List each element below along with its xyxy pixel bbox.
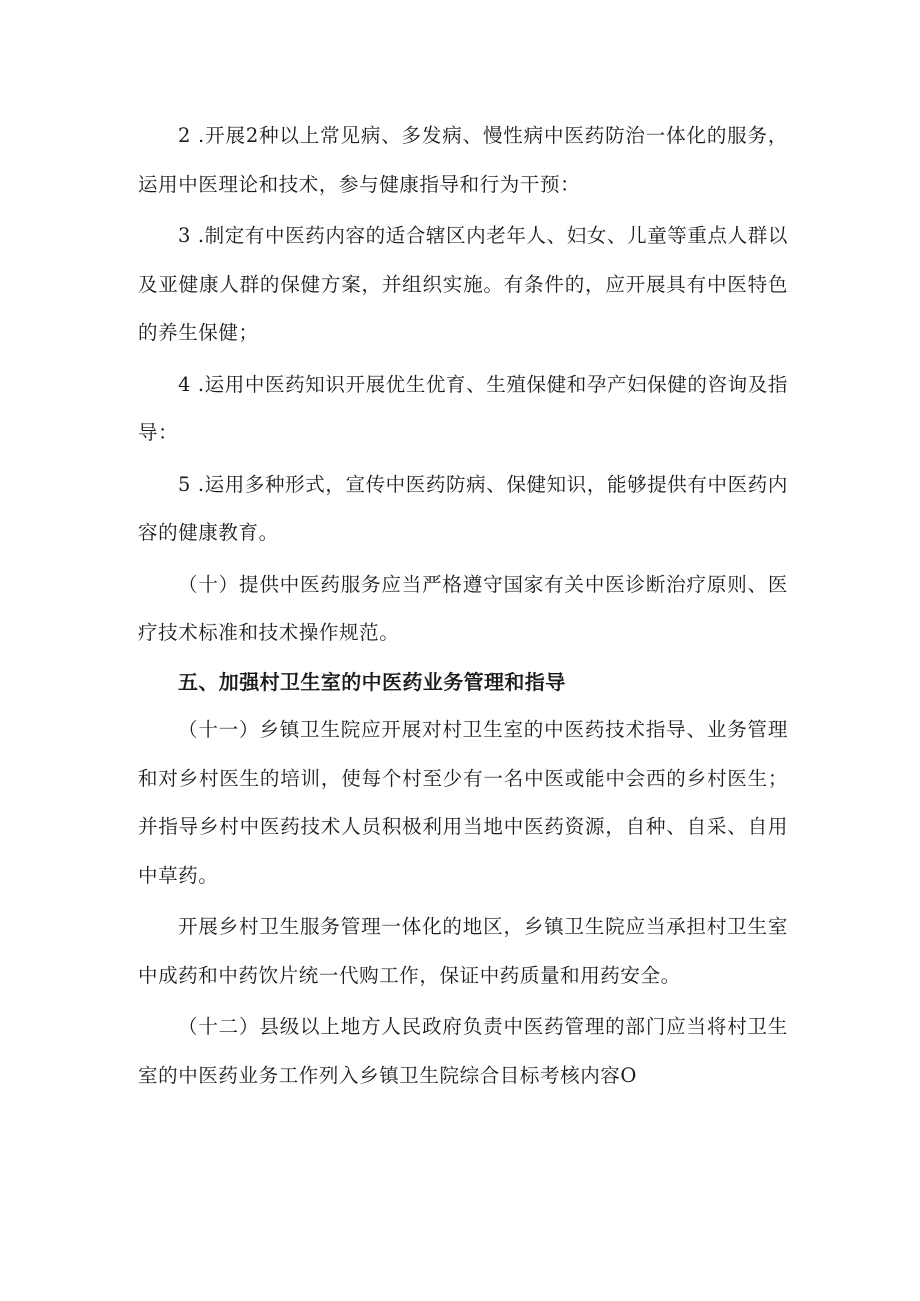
paragraph-section-11: （十一）乡镇卫生院应开展对村卫生室的中医药技术指导、业务管理和对乡村医生的培训，使每个村至少有一名中医或能中会西的乡村医生；并指导乡村中医药技术人员积极利用当地中医药资源，自种、自采、自用中草药。 <box>138 718 788 887</box>
document-body <box>138 112 788 1100</box>
paragraph-section-11-continued: 开展乡村卫生服务管理一体化的地区，乡镇卫生院应当承担村卫生室中成药和中药饮片统一代购工作，保证中药质量和用药安全。 <box>138 915 788 987</box>
paragraph-item-2: 2 .开展2种以上常见病、多发病、慢性病中医药防治一体化的服务，运用中医理论和技术，参与健康指导和行为干预： <box>138 124 788 196</box>
paragraph-item-3: 3 .制定有中医药内容的适合辖区内老年人、妇女、儿童等重点人群以及亚健康人群的保健方案，并组织实施。有条件的，应开展具有中医特色的养生保健； <box>138 224 788 344</box>
section-heading-5: 五、加强村卫生室的中医药业务管理和指导 <box>178 669 566 694</box>
paragraph-section-10: （十）提供中医药服务应当严格遵守国家有关中医诊断治疗原则、医疗技术标准和技术操作规范。 <box>138 572 788 644</box>
paragraph-item-4: 4 .运用中医药知识开展优生优育、生殖保健和孕产妇保健的咨询及指导： <box>138 372 788 444</box>
paragraph-item-5: 5 .运用多种形式，宣传中医药防病、保健知识，能够提供有中医药内容的健康教育。 <box>138 472 788 544</box>
paragraph-section-12: （十二）县级以上地方人民政府负责中医药管理的部门应当将村卫生室的中医药业务工作列入乡镇卫生院综合目标考核内容O <box>138 1015 788 1087</box>
